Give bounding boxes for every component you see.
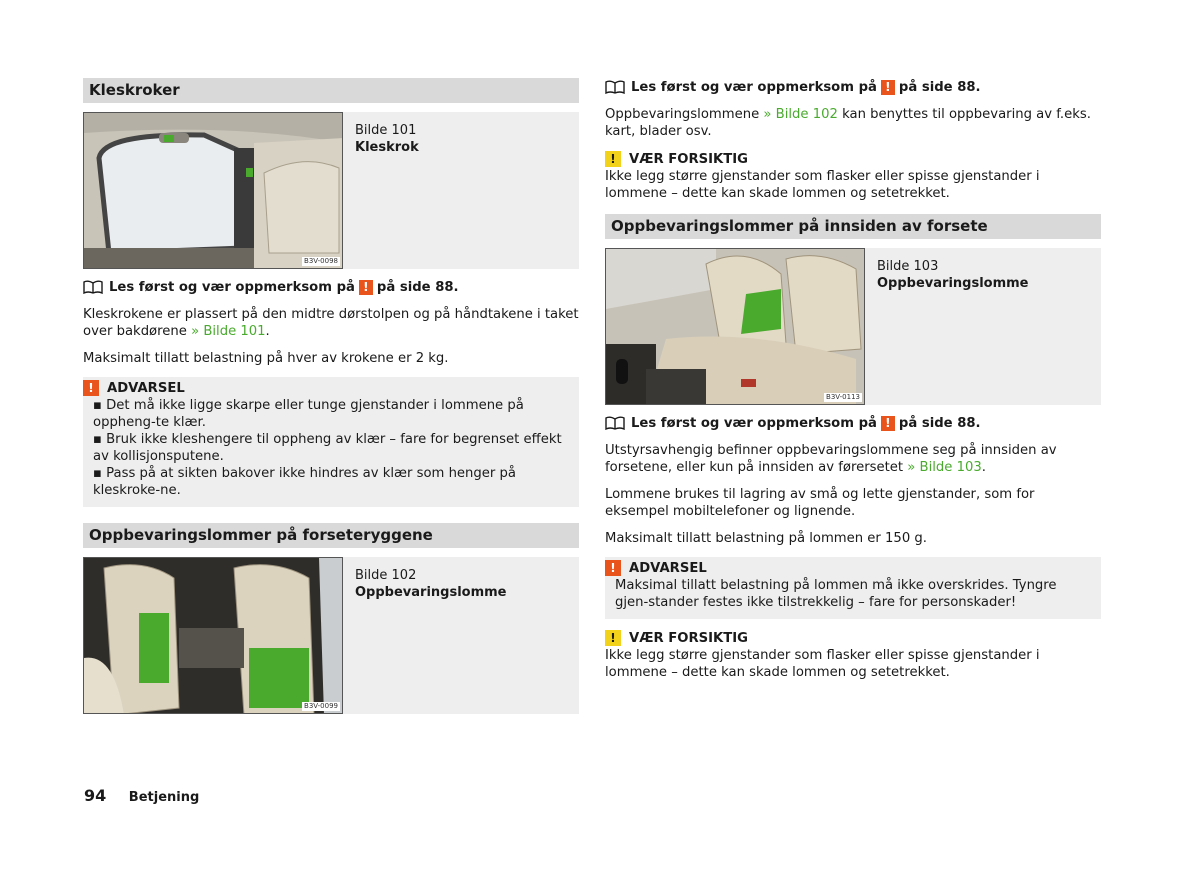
read-first-note: Les først og vær oppmerksom på ! på side 88. — [605, 414, 1101, 432]
figure-label: Bilde 102 — [355, 568, 417, 583]
book-icon — [605, 416, 625, 430]
figure-title: Kleskrok — [355, 140, 419, 155]
figure-103 — [605, 248, 1101, 405]
chapter-name: Betjening — [128, 790, 200, 805]
figure-code: B3V-0099 — [304, 702, 338, 710]
paragraph: Oppbevaringslommene » Bilde 102 kan benyttes til oppbevaring av f.eks. kart, blader osv. — [605, 107, 1091, 139]
warning-icon: ! — [605, 560, 621, 576]
figure-caption — [355, 122, 419, 156]
warning-box — [83, 377, 579, 507]
figure-caption — [355, 567, 507, 601]
figure-103-image — [605, 248, 865, 405]
list-item: ▪ Bruk ikke kleshengere til oppheng av klær – fare for begrenset effekt av kollisjonsputene. — [93, 432, 562, 464]
caution-icon: ! — [605, 151, 621, 167]
caution-icon: ! — [605, 630, 621, 646]
warning-box — [605, 557, 1101, 619]
list-item: ▪ Pass på at sikten bakover ikke hindres av klær som henger på kleskroke-ne. — [93, 466, 516, 498]
section-heading-kleskroker: Kleskroker — [83, 78, 579, 103]
link-bilde-103[interactable]: » Bilde 103 — [907, 460, 982, 475]
figure-code: B3V-0113 — [826, 393, 860, 401]
warning-heading: ! ADVARSEL — [83, 379, 569, 397]
figure-101 — [83, 112, 579, 269]
figure-102 — [83, 557, 579, 714]
page-footer — [84, 787, 199, 806]
paragraph: Lommene brukes til lagring av små og lette gjenstander, som for eksempel mobiltelefoner og lignende. — [605, 487, 1035, 519]
page-number: 94 — [84, 786, 107, 805]
paragraph: Utstyrsavhengig befinner oppbevaringslommene seg på innsiden av forsetene, eller kun på innsiden av førersetet » Bilde 103. — [605, 443, 1057, 475]
book-icon — [605, 80, 625, 94]
figure-title: Oppbevaringslomme — [877, 276, 1029, 291]
warning-exclamation-icon: ! — [359, 280, 373, 295]
paragraph: Maksimalt tillatt belastning på lommen er 150 g. — [605, 531, 927, 546]
section-heading-innsiden-forsete: Oppbevaringslommer på innsiden av forsete — [605, 214, 1101, 239]
caution-heading: ! VÆR FORSIKTIG — [605, 629, 1101, 647]
warning-text: Maksimal tillatt belastning på lommen må ikke overskrides. Tyngre gjen-stander festes ikke tilstrekkelig – fare for personskader! — [615, 578, 1057, 610]
figure-caption — [877, 258, 1029, 292]
left-column — [83, 78, 579, 714]
warning-heading: ! ADVARSEL — [605, 559, 1091, 577]
paragraph: Kleskrokene er plassert på den midtre dørstolpen og på håndtakene i taket over bakdørene » Bilde 101. — [83, 307, 579, 339]
read-first-note: Les først og vær oppmerksom på ! på side 88. — [83, 278, 579, 296]
read-first-note: Les først og vær oppmerksom på ! på side 88. — [605, 78, 1101, 96]
figure-102-image — [83, 557, 343, 714]
figure-code: B3V-0098 — [304, 257, 338, 265]
figure-label: Bilde 103 — [877, 259, 939, 274]
paragraph: Maksimalt tillatt belastning på hver av krokene er 2 kg. — [83, 351, 449, 366]
caution-heading: ! VÆR FORSIKTIG — [605, 150, 1101, 168]
link-bilde-101[interactable]: » Bilde 101 — [191, 324, 266, 339]
figure-101-image — [83, 112, 343, 269]
right-column — [605, 78, 1101, 681]
list-item: ▪ Det må ikke ligge skarpe eller tunge gjenstander i lommene på oppheng-te klær. — [93, 398, 524, 430]
caution-text: Ikke legg større gjenstander som flasker eller spisse gjenstander i lommene – dette kan skade lommen og setetrekket. — [605, 169, 1040, 201]
warning-exclamation-icon: ! — [881, 80, 895, 95]
figure-title: Oppbevaringslomme — [355, 585, 507, 600]
section-heading-forseteryggene: Oppbevaringslommer på forseteryggene — [83, 523, 579, 548]
book-icon — [83, 280, 103, 294]
warning-icon: ! — [83, 380, 99, 396]
figure-label: Bilde 101 — [355, 123, 417, 138]
warning-exclamation-icon: ! — [881, 416, 895, 431]
caution-text: Ikke legg større gjenstander som flasker eller spisse gjenstander i lommene – dette kan skade lommen og setetrekket. — [605, 648, 1040, 680]
link-bilde-102[interactable]: » Bilde 102 — [763, 107, 838, 122]
